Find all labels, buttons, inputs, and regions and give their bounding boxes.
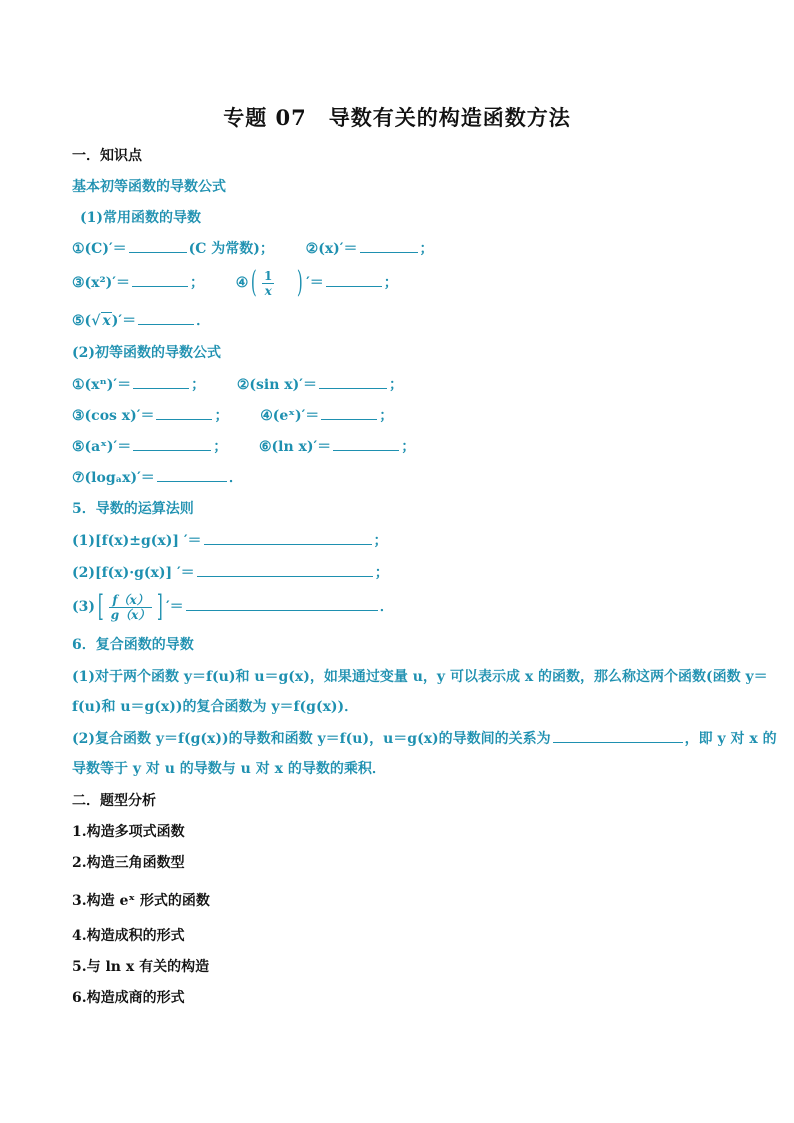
answer-blank[interactable] (138, 310, 194, 325)
formula-sqrt-suffix: )′＝ (111, 313, 137, 329)
rule-sum-label: (1)[f(x)±g(x)] ′＝ (72, 533, 202, 549)
rule-3 (72, 589, 394, 624)
type-item: 1.构造多项式函数 (72, 824, 185, 840)
formula-sin-label: ②(sin x)′＝ (236, 377, 317, 393)
row-end: ； (401, 439, 416, 455)
fraction-1-over-x (262, 269, 274, 298)
answer-blank[interactable] (157, 467, 227, 482)
answer-blank[interactable] (360, 238, 418, 253)
fraction-numerator: 1 (264, 268, 273, 283)
composite-relation-tail: ，即 y 对 x 的 (684, 731, 777, 747)
row-end: ； (374, 565, 389, 581)
type-item: 3.构造 eˣ 形式的函数 (72, 893, 210, 909)
formula-row-6 (72, 436, 415, 456)
fraction-denominator: g（x） (110, 607, 151, 622)
rule-product-label: (2)[f(x)·g(x)] ′＝ (72, 565, 195, 581)
formula-ln-label: ⑥(ln x)′＝ (258, 439, 332, 455)
formula-c-note: (C 为常数)； (188, 241, 274, 257)
type-item: 6.构造成商的形式 (72, 990, 185, 1006)
formula-row-7 (72, 467, 243, 487)
period: ． (379, 599, 394, 615)
fraction-numerator: f（x） (109, 593, 153, 608)
row-end: ； (213, 439, 228, 455)
rule-2 (72, 562, 389, 582)
period: ． (228, 470, 243, 486)
row-end: ； (383, 275, 398, 291)
composite-para-2-line-1 (72, 728, 777, 748)
composite-relation-text: (2)复合函数 y＝f(g(x))的导数和函数 y＝f(u)，u＝g(x)的导数间的关系为 (72, 731, 551, 747)
fraction-denominator: x (264, 283, 272, 298)
composite-para-1-line-1: (1)对于两个函数 y＝f(u)和 u＝g(x)，如果通过变量 u，y 可以表示成 x 的函数，那么称这两个函数(函数 y＝ (72, 669, 768, 685)
answer-blank[interactable] (156, 405, 212, 420)
rule-1 (72, 530, 388, 550)
formula-x-label: ②(x)′＝ (305, 241, 358, 257)
formula-recip-prefix: ④ (235, 275, 249, 291)
formula-log-label: ⑦(logₐx)′＝ (72, 470, 155, 486)
fraction-f-over-g (109, 593, 153, 622)
row-end: ； (373, 533, 388, 549)
type-item: 5.与 ln x 有关的构造 (72, 959, 210, 975)
formula-row-5 (72, 405, 393, 425)
composite-title: 6．复合函数的导数 (72, 637, 194, 653)
type-item: 4.构造成积的形式 (72, 928, 185, 944)
period: ． (196, 313, 211, 329)
right-bracket: ) (297, 265, 304, 300)
formula-sqrt-prefix: ⑤( (72, 313, 92, 329)
formula-row-1 (72, 238, 434, 258)
formula-cos-label: ③(cos x)′＝ (72, 408, 155, 424)
row-end: ； (419, 241, 434, 257)
sub2-title: (2)初等函数的导数公式 (72, 345, 221, 361)
formula-row-3 (72, 310, 210, 330)
section-heading-types: 二．题型分析 (72, 793, 156, 809)
sqrt-icon: √ (91, 313, 101, 329)
row-end: ； (191, 377, 206, 393)
formula-c-label: ①(C)′＝ (72, 241, 127, 257)
formula-ax-label: ⑤(aˣ)′＝ (72, 439, 132, 455)
answer-blank[interactable] (129, 238, 187, 253)
row-end: ； (379, 408, 394, 424)
basic-formula-title: 基本初等函数的导数公式 (72, 179, 226, 195)
answer-blank[interactable] (132, 272, 188, 287)
left-bracket: [ (97, 589, 104, 624)
right-bracket: ] (157, 589, 164, 624)
formula-x2-label: ③(x²)′＝ (72, 275, 130, 291)
rules-title: 5．导数的运算法则 (72, 501, 194, 517)
left-bracket: ( (251, 265, 258, 300)
composite-para-1-line-2: f(u)和 u＝g(x))的复合函数为 y＝f(g(x))． (72, 699, 359, 715)
formula-xn-label: ①(xⁿ)′＝ (72, 377, 132, 393)
answer-blank[interactable] (321, 405, 377, 420)
answer-blank[interactable] (133, 436, 211, 451)
formula-row-4 (72, 374, 403, 394)
row-end: ； (214, 408, 229, 424)
formula-ex-label: ④(eˣ)′＝ (260, 408, 320, 424)
answer-blank[interactable] (204, 530, 372, 545)
row-end: ； (189, 275, 204, 291)
sub1-title: (1)常用函数的导数 (80, 210, 201, 226)
answer-blank[interactable] (326, 272, 382, 287)
type-item: 2.构造三角函数型 (72, 855, 185, 871)
composite-para-2-line-2: 导数等于 y 对 u 的导数与 u 对 x 的导数的乘积． (72, 761, 386, 777)
answer-blank[interactable] (186, 596, 378, 611)
rule-quotient-suffix: ′＝ (165, 599, 184, 615)
sqrt-radicand: x (102, 313, 111, 329)
answer-blank[interactable] (197, 562, 373, 577)
section-heading-knowledge: 一．知识点 (72, 148, 142, 164)
answer-blank[interactable] (553, 728, 683, 743)
formula-recip-suffix: ′＝ (306, 275, 324, 291)
answer-blank[interactable] (319, 374, 387, 389)
formula-row-2 (72, 265, 398, 300)
answer-blank[interactable] (333, 436, 399, 451)
answer-blank[interactable] (133, 374, 189, 389)
page-title: 专题 07 导数有关的构造函数方法 (223, 105, 571, 130)
row-end: ； (388, 377, 403, 393)
rule-quotient-prefix: (3) (72, 599, 95, 615)
